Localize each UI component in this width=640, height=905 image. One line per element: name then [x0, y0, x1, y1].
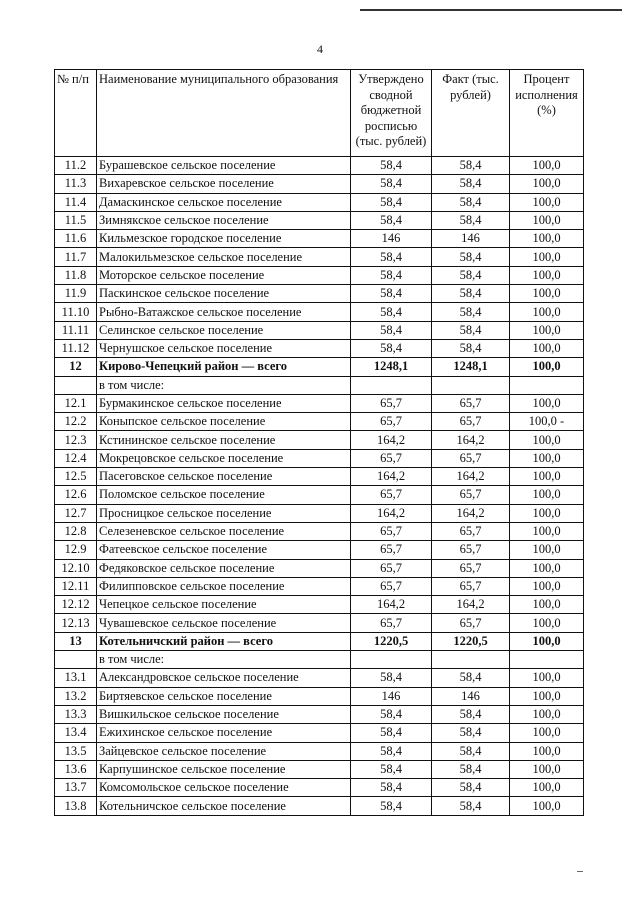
- approved-amount-cell: 65,7: [351, 614, 432, 632]
- execution-percent-cell: 100,0: [510, 211, 584, 229]
- row-number-cell: 12.7: [55, 504, 97, 522]
- table-row: [55, 669, 584, 687]
- fact-amount-cell: 164,2: [432, 468, 510, 486]
- row-number-cell: 12.9: [55, 541, 97, 559]
- approved-amount-cell: 65,7: [351, 577, 432, 595]
- table-row: [55, 486, 584, 504]
- fact-amount-cell: 65,7: [432, 577, 510, 595]
- table-row: [55, 193, 584, 211]
- approved-amount-cell: 1248,1: [351, 358, 432, 376]
- approved-amount-cell: 146: [351, 687, 432, 705]
- municipality-name-cell: Чепецкое сельское поселение: [97, 596, 351, 614]
- municipality-name-cell: Селинское сельское поселение: [97, 321, 351, 339]
- table-row-total: [55, 632, 584, 650]
- table-row: [55, 614, 584, 632]
- approved-amount-cell: 58,4: [351, 211, 432, 229]
- municipality-name-cell: Котельничское сельское поселение: [97, 797, 351, 815]
- fact-amount-cell: 58,4: [432, 321, 510, 339]
- execution-percent-cell: 100,0: [510, 394, 584, 412]
- table-row: [55, 468, 584, 486]
- approved-amount-cell: 58,4: [351, 303, 432, 321]
- execution-percent-cell: 100,0: [510, 449, 584, 467]
- municipality-name-cell: Рыбно-Ватажское сельское поселение: [97, 303, 351, 321]
- execution-percent-cell: [510, 376, 584, 394]
- execution-percent-cell: 100,0: [510, 614, 584, 632]
- table-row: [55, 559, 584, 577]
- scan-mark: [577, 871, 583, 872]
- approved-amount-cell: 58,4: [351, 724, 432, 742]
- row-number-cell: 12.5: [55, 468, 97, 486]
- row-number-cell: 13.4: [55, 724, 97, 742]
- approved-amount-cell: 58,4: [351, 266, 432, 284]
- fact-amount-cell: 1248,1: [432, 358, 510, 376]
- municipality-name-cell: Вишкильское сельское поселение: [97, 705, 351, 723]
- page-number: 4: [317, 42, 323, 56]
- execution-percent-cell: 100,0 -: [510, 413, 584, 431]
- fact-amount-cell: 58,4: [432, 705, 510, 723]
- row-number-cell: 13.2: [55, 687, 97, 705]
- fact-amount-cell: 65,7: [432, 449, 510, 467]
- approved-amount-cell: 58,4: [351, 339, 432, 357]
- approved-amount-cell: 58,4: [351, 705, 432, 723]
- municipality-name-cell: Бурмакинское сельское поселение: [97, 394, 351, 412]
- approved-amount-cell: 58,4: [351, 157, 432, 175]
- budget-execution-table: [54, 69, 584, 816]
- row-number-cell: [55, 376, 97, 394]
- table-row: [55, 522, 584, 540]
- execution-percent-cell: 100,0: [510, 230, 584, 248]
- execution-percent-cell: 100,0: [510, 157, 584, 175]
- header-approved-budget: Утверждено сводной бюджетной росписью (тыс. рублей): [351, 70, 432, 157]
- fact-amount-cell: 164,2: [432, 431, 510, 449]
- table-row: [55, 285, 584, 303]
- municipality-name-cell: в том числе:: [97, 376, 351, 394]
- table-row: [55, 504, 584, 522]
- execution-percent-cell: 100,0: [510, 559, 584, 577]
- fact-amount-cell: 58,4: [432, 248, 510, 266]
- row-number-cell: [55, 651, 97, 669]
- fact-amount-cell: 58,4: [432, 211, 510, 229]
- municipality-name-cell: Поломское сельское поселение: [97, 486, 351, 504]
- municipality-name-cell: Зимнякское сельское поселение: [97, 211, 351, 229]
- execution-percent-cell: 100,0: [510, 779, 584, 797]
- execution-percent-cell: 100,0: [510, 705, 584, 723]
- approved-amount-cell: 65,7: [351, 449, 432, 467]
- municipality-name-cell: Карпушинское сельское поселение: [97, 760, 351, 778]
- execution-percent-cell: 100,0: [510, 504, 584, 522]
- municipality-name-cell: Зайцевское сельское поселение: [97, 742, 351, 760]
- fact-amount-cell: 58,4: [432, 669, 510, 687]
- header-municipality-name: Наименование муниципального образования: [97, 70, 351, 157]
- table-row: [55, 157, 584, 175]
- row-number-cell: 12.10: [55, 559, 97, 577]
- fact-amount-cell: 58,4: [432, 339, 510, 357]
- fact-amount-cell: 65,7: [432, 614, 510, 632]
- table-row: [55, 449, 584, 467]
- row-number-cell: 11.6: [55, 230, 97, 248]
- execution-percent-cell: 100,0: [510, 797, 584, 815]
- execution-percent-cell: 100,0: [510, 522, 584, 540]
- execution-percent-cell: 100,0: [510, 687, 584, 705]
- execution-percent-cell: 100,0: [510, 321, 584, 339]
- municipality-name-cell: Федяковское сельское поселение: [97, 559, 351, 577]
- municipality-name-cell: Чувашевское сельское поселение: [97, 614, 351, 632]
- approved-amount-cell: 58,4: [351, 779, 432, 797]
- fact-amount-cell: [432, 376, 510, 394]
- table-row: [55, 211, 584, 229]
- execution-percent-cell: 100,0: [510, 632, 584, 650]
- fact-amount-cell: 58,4: [432, 285, 510, 303]
- table-header: [55, 70, 584, 157]
- table-row: [55, 175, 584, 193]
- approved-amount-cell: 164,2: [351, 504, 432, 522]
- municipality-name-cell: Биртяевское сельское поселение: [97, 687, 351, 705]
- fact-amount-cell: 164,2: [432, 504, 510, 522]
- approved-amount-cell: 58,4: [351, 285, 432, 303]
- municipality-name-cell: Комсомольское сельское поселение: [97, 779, 351, 797]
- approved-amount-cell: 146: [351, 230, 432, 248]
- municipality-name-cell: Кирово-Чепецкий район — всего: [97, 358, 351, 376]
- approved-amount-cell: 58,4: [351, 175, 432, 193]
- fact-amount-cell: 58,4: [432, 724, 510, 742]
- execution-percent-cell: 100,0: [510, 468, 584, 486]
- fact-amount-cell: 58,4: [432, 797, 510, 815]
- municipality-name-cell: Малокильмезское сельское поселение: [97, 248, 351, 266]
- approved-amount-cell: 65,7: [351, 413, 432, 431]
- approved-amount-cell: 58,4: [351, 669, 432, 687]
- approved-amount-cell: 65,7: [351, 522, 432, 540]
- execution-percent-cell: 100,0: [510, 486, 584, 504]
- execution-percent-cell: 100,0: [510, 669, 584, 687]
- table-row: [55, 413, 584, 431]
- table-row: [55, 303, 584, 321]
- row-number-cell: 11.11: [55, 321, 97, 339]
- table-row: [55, 687, 584, 705]
- row-number-cell: 11.5: [55, 211, 97, 229]
- municipality-name-cell: Ежихинское сельское поселение: [97, 724, 351, 742]
- table-row: [55, 779, 584, 797]
- execution-percent-cell: 100,0: [510, 193, 584, 211]
- execution-percent-cell: 100,0: [510, 303, 584, 321]
- approved-amount-cell: 164,2: [351, 596, 432, 614]
- execution-percent-cell: 100,0: [510, 596, 584, 614]
- fact-amount-cell: 65,7: [432, 559, 510, 577]
- approved-amount-cell: 58,4: [351, 742, 432, 760]
- header-number: № п/п: [55, 70, 97, 157]
- municipality-name-cell: Коныпское сельское поселение: [97, 413, 351, 431]
- table-row: [55, 742, 584, 760]
- row-number-cell: 12.1: [55, 394, 97, 412]
- execution-percent-cell: 100,0: [510, 266, 584, 284]
- row-number-cell: 11.12: [55, 339, 97, 357]
- header-row: [55, 70, 584, 157]
- municipality-name-cell: Дамаскинское сельское поселение: [97, 193, 351, 211]
- fact-amount-cell: 58,4: [432, 266, 510, 284]
- row-number-cell: 12.4: [55, 449, 97, 467]
- row-number-cell: 11.7: [55, 248, 97, 266]
- row-number-cell: 13.1: [55, 669, 97, 687]
- fact-amount-cell: 146: [432, 230, 510, 248]
- municipality-name-cell: Бурашевское сельское поселение: [97, 157, 351, 175]
- table-row: [55, 248, 584, 266]
- municipality-name-cell: Чернушское сельское поселение: [97, 339, 351, 357]
- row-number-cell: 13.6: [55, 760, 97, 778]
- row-number-cell: 13: [55, 632, 97, 650]
- municipality-name-cell: Кстининское сельское поселение: [97, 431, 351, 449]
- fact-amount-cell: [432, 651, 510, 669]
- row-number-cell: 12.2: [55, 413, 97, 431]
- table-row: [55, 760, 584, 778]
- row-number-cell: 12.12: [55, 596, 97, 614]
- scan-edge-line: [360, 9, 622, 11]
- approved-amount-cell: 1220,5: [351, 632, 432, 650]
- approved-amount-cell: 58,4: [351, 248, 432, 266]
- execution-percent-cell: 100,0: [510, 339, 584, 357]
- table-row: [55, 651, 584, 669]
- fact-amount-cell: 58,4: [432, 303, 510, 321]
- fact-amount-cell: 58,4: [432, 779, 510, 797]
- approved-amount-cell: [351, 376, 432, 394]
- table-row: [55, 266, 584, 284]
- execution-percent-cell: 100,0: [510, 760, 584, 778]
- table-row: [55, 541, 584, 559]
- table-row: [55, 339, 584, 357]
- row-number-cell: 12.6: [55, 486, 97, 504]
- approved-amount-cell: 65,7: [351, 486, 432, 504]
- fact-amount-cell: 58,4: [432, 157, 510, 175]
- execution-percent-cell: 100,0: [510, 248, 584, 266]
- row-number-cell: 13.5: [55, 742, 97, 760]
- municipality-name-cell: Вихаревское сельское поселение: [97, 175, 351, 193]
- execution-percent-cell: 100,0: [510, 431, 584, 449]
- table-row: [55, 797, 584, 815]
- execution-percent-cell: 100,0: [510, 358, 584, 376]
- table-body: [55, 157, 584, 816]
- table-row: [55, 705, 584, 723]
- row-number-cell: 12: [55, 358, 97, 376]
- municipality-name-cell: Просницкое сельское поселение: [97, 504, 351, 522]
- fact-amount-cell: 164,2: [432, 596, 510, 614]
- execution-percent-cell: 100,0: [510, 742, 584, 760]
- municipality-name-cell: Моторское сельское поселение: [97, 266, 351, 284]
- fact-amount-cell: 58,4: [432, 193, 510, 211]
- fact-amount-cell: 65,7: [432, 522, 510, 540]
- table-row: [55, 321, 584, 339]
- execution-percent-cell: [510, 651, 584, 669]
- fact-amount-cell: 58,4: [432, 175, 510, 193]
- approved-amount-cell: [351, 651, 432, 669]
- row-number-cell: 12.3: [55, 431, 97, 449]
- municipality-name-cell: Пасеговское сельское поселение: [97, 468, 351, 486]
- approved-amount-cell: 65,7: [351, 394, 432, 412]
- fact-amount-cell: 1220,5: [432, 632, 510, 650]
- execution-percent-cell: 100,0: [510, 285, 584, 303]
- approved-amount-cell: 58,4: [351, 193, 432, 211]
- fact-amount-cell: 65,7: [432, 486, 510, 504]
- fact-amount-cell: 65,7: [432, 394, 510, 412]
- row-number-cell: 11.3: [55, 175, 97, 193]
- row-number-cell: 11.4: [55, 193, 97, 211]
- approved-amount-cell: 58,4: [351, 760, 432, 778]
- table-row: [55, 596, 584, 614]
- municipality-name-cell: Паскинское сельское поселение: [97, 285, 351, 303]
- table-row-total: [55, 358, 584, 376]
- fact-amount-cell: 65,7: [432, 541, 510, 559]
- approved-amount-cell: 164,2: [351, 431, 432, 449]
- municipality-name-cell: Мокрецовское сельское поселение: [97, 449, 351, 467]
- fact-amount-cell: 58,4: [432, 760, 510, 778]
- header-fact: Факт (тыс. рублей): [432, 70, 510, 157]
- approved-amount-cell: 164,2: [351, 468, 432, 486]
- execution-percent-cell: 100,0: [510, 577, 584, 595]
- municipality-name-cell: Фатеевское сельское поселение: [97, 541, 351, 559]
- header-execution-percent: Процент исполнения (%): [510, 70, 584, 157]
- municipality-name-cell: Кильмезское городское поселение: [97, 230, 351, 248]
- row-number-cell: 11.9: [55, 285, 97, 303]
- approved-amount-cell: 65,7: [351, 559, 432, 577]
- table-row: [55, 724, 584, 742]
- approved-amount-cell: 65,7: [351, 541, 432, 559]
- approved-amount-cell: 58,4: [351, 321, 432, 339]
- execution-percent-cell: 100,0: [510, 724, 584, 742]
- row-number-cell: 13.3: [55, 705, 97, 723]
- municipality-name-cell: Селезеневское сельское поселение: [97, 522, 351, 540]
- row-number-cell: 11.8: [55, 266, 97, 284]
- row-number-cell: 12.13: [55, 614, 97, 632]
- row-number-cell: 13.7: [55, 779, 97, 797]
- municipality-name-cell: в том числе:: [97, 651, 351, 669]
- municipality-name-cell: Котельничский район — всего: [97, 632, 351, 650]
- fact-amount-cell: 58,4: [432, 742, 510, 760]
- row-number-cell: 11.2: [55, 157, 97, 175]
- table-row: [55, 431, 584, 449]
- execution-percent-cell: 100,0: [510, 541, 584, 559]
- table-row: [55, 577, 584, 595]
- table-row: [55, 394, 584, 412]
- municipality-name-cell: Александровское сельское поселение: [97, 669, 351, 687]
- fact-amount-cell: 65,7: [432, 413, 510, 431]
- approved-amount-cell: 58,4: [351, 797, 432, 815]
- execution-percent-cell: 100,0: [510, 175, 584, 193]
- municipality-name-cell: Филипповское сельское поселение: [97, 577, 351, 595]
- table-row: [55, 376, 584, 394]
- row-number-cell: 12.11: [55, 577, 97, 595]
- row-number-cell: 13.8: [55, 797, 97, 815]
- table-row: [55, 230, 584, 248]
- row-number-cell: 11.10: [55, 303, 97, 321]
- fact-amount-cell: 146: [432, 687, 510, 705]
- row-number-cell: 12.8: [55, 522, 97, 540]
